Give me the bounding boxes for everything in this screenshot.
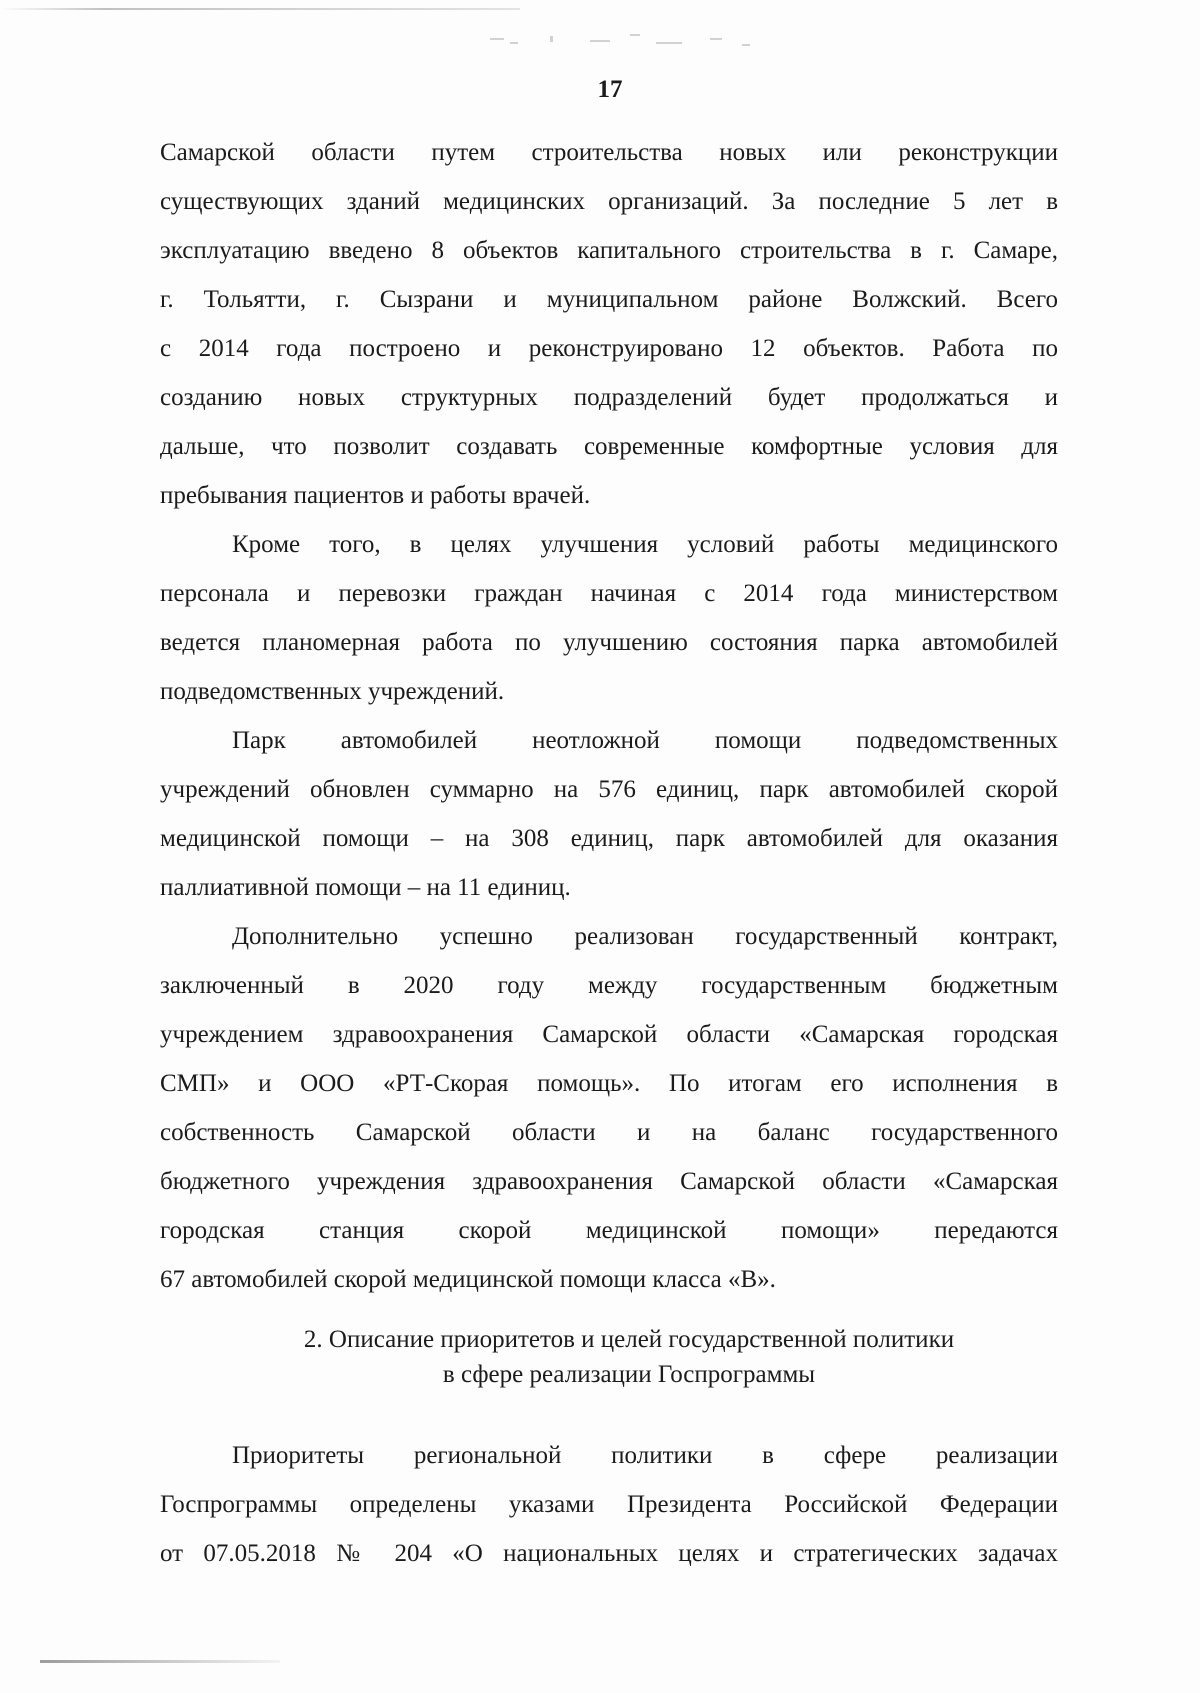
text-line: ведется планомерная работа по улучшению состояния парка автомобилей <box>160 629 1058 656</box>
section-heading <box>160 1322 1058 1392</box>
text-line: эксплуатацию введено 8 объектов капитального строительства в г. Самаре, <box>160 237 1058 264</box>
text-line: медицинской помощи – на 308 единиц, парк автомобилей для оказания <box>160 825 1058 852</box>
text-line: от 07.05.2018 № 204 «О национальных целях и стратегических задачах <box>160 1540 1058 1567</box>
section-heading-line: в сфере реализации Госпрограммы <box>442 1361 816 1388</box>
section-heading-line: 2. Описание приоритетов и целей государственной политики <box>303 1326 955 1353</box>
text-line: учреждений обновлен суммарно на 576 единиц, парк автомобилей скорой <box>160 776 1058 803</box>
text-line: учреждением здравоохранения Самарской области «Самарская городская <box>160 1021 1058 1048</box>
text-line: существующих зданий медицинских организаций. За последние 5 лет в <box>160 188 1058 215</box>
text-line: заключенный в 2020 году между государственным бюджетным <box>160 972 1058 999</box>
paragraph-vehicle-fleet <box>160 520 1058 716</box>
scan-noise-artifact <box>480 28 800 58</box>
text-line: 67 автомобилей скорой медицинской помощи класса «В». <box>160 1266 776 1293</box>
text-line: Приоритеты региональной политики в сфере реализации <box>232 1442 1058 1469</box>
scan-artifact-bottom <box>40 1660 280 1663</box>
text-line: с 2014 года построено и реконструировано 12 объектов. Работа по <box>160 335 1058 362</box>
text-line: Кроме того, в целях улучшения условий работы медицинского <box>232 531 1058 558</box>
text-line: г. Тольятти, г. Сызрани и муниципальном районе Волжский. Всего <box>160 286 1058 313</box>
text-line: подведомственных учреждений. <box>160 678 505 705</box>
text-line: персонала и перевозки граждан начиная с 2014 года министерством <box>160 580 1058 607</box>
paragraph-state-contract <box>160 912 1058 1304</box>
text-line: Парк автомобилей неотложной помощи подведомственных <box>232 727 1058 754</box>
text-line: собственность Самарской области и на баланс государственного <box>160 1119 1058 1146</box>
paragraph-vehicle-update <box>160 716 1058 912</box>
paragraph-priorities <box>160 1431 1058 1578</box>
text-line: бюджетного учреждения здравоохранения Самарской области «Самарская <box>160 1168 1058 1195</box>
text-line: Госпрограммы определены указами Президента Российской Федерации <box>160 1491 1058 1518</box>
text-line: дальше, что позволит создавать современные комфортные условия для <box>160 433 1058 460</box>
text-line: Дополнительно успешно реализован государственный контракт, <box>232 923 1058 950</box>
text-line: Самарской области путем строительства новых или реконструкции <box>160 139 1058 166</box>
body-text-continued <box>160 1431 1058 1578</box>
text-line: созданию новых структурных подразделений будет продолжаться и <box>160 384 1058 411</box>
body-text <box>160 128 1058 1304</box>
scan-artifact-top <box>0 8 520 10</box>
text-line: пребывания пациентов и работы врачей. <box>160 482 591 509</box>
text-line: городская станция скорой медицинской помощи» передаются <box>160 1217 1058 1244</box>
text-line: СМП» и ООО «РТ-Скорая помощь». По итогам его исполнения в <box>160 1070 1058 1097</box>
paragraph-construction <box>160 128 1058 520</box>
text-line: паллиативной помощи – на 11 единиц. <box>160 874 571 901</box>
page-number: 17 <box>597 76 623 103</box>
